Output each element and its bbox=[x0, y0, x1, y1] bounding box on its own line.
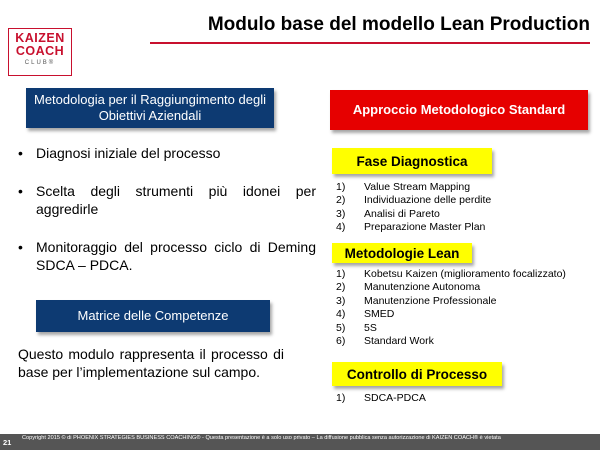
list-text: Individuazione delle perdite bbox=[364, 194, 492, 207]
list-text: SMED bbox=[364, 308, 395, 321]
bullet-text: Scelta degli strumenti più idonei per aggredirle bbox=[36, 183, 316, 217]
list-number: 3) bbox=[336, 207, 346, 220]
list-item bbox=[336, 194, 491, 207]
page-number: 21 bbox=[3, 438, 12, 447]
list-number: 6) bbox=[336, 335, 346, 348]
list-item bbox=[336, 322, 566, 335]
list-number: 3) bbox=[336, 294, 346, 307]
list-item bbox=[336, 208, 491, 221]
list-item bbox=[336, 181, 491, 194]
bullet-item bbox=[18, 238, 316, 274]
list-number: 1) bbox=[336, 268, 346, 280]
module-description: Questo modulo rappresenta il processo di base per l’implementazione sul campo. bbox=[18, 346, 284, 380]
list-text: Kobetsu Kaizen (miglioramento focalizzato) bbox=[364, 268, 566, 280]
metodologia-box bbox=[26, 88, 274, 128]
matrice-box-label: Matrice delle Competenze bbox=[77, 308, 229, 323]
list-text: Value Stream Mapping bbox=[364, 181, 471, 193]
bullet-item bbox=[18, 144, 316, 162]
bullet-symbol: • bbox=[18, 239, 23, 255]
controllo-processo-label: Controllo di Processo bbox=[346, 366, 488, 382]
bullet-item bbox=[18, 182, 316, 218]
bullet-symbol: • bbox=[18, 145, 23, 161]
slide-title: Modulo base del modello Lean Production bbox=[207, 14, 590, 35]
kaizen-coach-logo bbox=[8, 28, 72, 76]
fase-diagnostica-box bbox=[332, 148, 492, 174]
list-text: SDCA-PDCA bbox=[364, 392, 426, 404]
metodologie-lean-list bbox=[336, 268, 566, 348]
list-text: Manutenzione Autonoma bbox=[364, 281, 481, 294]
list-item bbox=[336, 268, 566, 281]
metodologie-lean-box bbox=[332, 243, 472, 263]
title-divider bbox=[150, 42, 590, 44]
list-item bbox=[336, 335, 566, 348]
list-number: 2) bbox=[336, 281, 346, 294]
list-number: 2) bbox=[336, 194, 346, 207]
list-number: 1) bbox=[336, 392, 346, 404]
logo-line-2: COACH bbox=[15, 44, 65, 58]
metodologie-lean-label: Metodologie Lean bbox=[344, 245, 460, 261]
list-text: Manutenzione Professionale bbox=[364, 294, 497, 307]
metodologia-box-label: Metodologia per il Raggiungimento degli Obiettivi Aziendali bbox=[34, 92, 266, 123]
list-text: Standard Work bbox=[364, 335, 434, 348]
controllo-processo-box bbox=[332, 362, 502, 386]
list-text: 5S bbox=[364, 321, 377, 334]
list-number: 4) bbox=[336, 221, 346, 234]
list-number: 5) bbox=[336, 321, 346, 334]
list-text: Analisi di Pareto bbox=[364, 207, 440, 220]
bullet-text: Monitoraggio del processo ciclo di Deming SDCA – PDCA. bbox=[36, 239, 316, 273]
logo-line-1: KAIZEN bbox=[15, 31, 65, 45]
list-item bbox=[336, 392, 426, 405]
approccio-metodologico-box bbox=[330, 90, 588, 130]
bullet-text: Diagnosi iniziale del processo bbox=[36, 145, 221, 161]
bullet-symbol: • bbox=[18, 183, 23, 199]
approccio-box-label: Approccio Metodologico Standard bbox=[352, 102, 566, 117]
controllo-processo-list bbox=[336, 392, 426, 405]
list-item bbox=[336, 295, 566, 308]
logo-line-3: CLUB® bbox=[24, 60, 56, 66]
copyright-notice: Copyright 2015 © di PHOENIX STRATEGIES BUSINESS COACHING® - Questa presentazione è a solo uso privato – La diffusione pubblica senza autorizzazione di KAIZEN COACH® è vietata bbox=[22, 435, 501, 441]
fase-diagnostica-list bbox=[336, 181, 491, 235]
list-number: 1) bbox=[336, 181, 346, 193]
fase-diagnostica-label: Fase Diagnostica bbox=[356, 153, 468, 169]
list-number: 4) bbox=[336, 308, 346, 321]
list-text: Preparazione Master Plan bbox=[364, 221, 486, 234]
list-item bbox=[336, 281, 566, 294]
list-item bbox=[336, 221, 491, 234]
matrice-competenze-box bbox=[36, 300, 270, 332]
list-item bbox=[336, 308, 566, 321]
